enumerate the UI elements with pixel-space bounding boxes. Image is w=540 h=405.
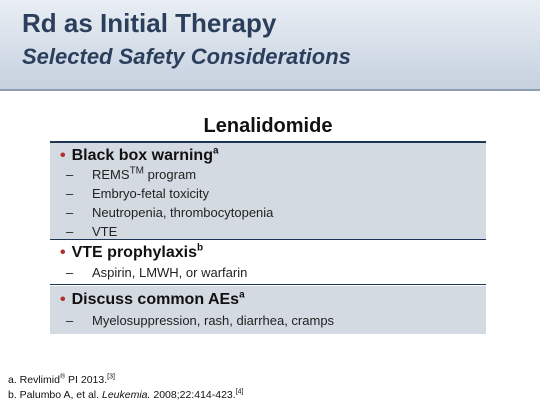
dash: – [66, 224, 74, 239]
bullet-dot: • [60, 291, 66, 308]
list-item: – Myelosuppression, rash, diarrhea, cramps [66, 313, 335, 328]
header-divider [0, 89, 540, 91]
footnote-marker: a [212, 145, 219, 157]
dash: – [66, 167, 74, 182]
slide-subtitle: Selected Safety Considerations [22, 44, 351, 69]
slide-title: Rd as Initial Therapy [22, 8, 277, 38]
section-divider [50, 284, 486, 285]
list-item: – Embryo-fetal toxicity [66, 186, 210, 201]
bullet-text: Discuss common AEs [71, 291, 240, 308]
bullet-vte-prophylaxis [60, 244, 203, 262]
dash: – [66, 265, 74, 280]
list-item: – Neutropenia, thrombocytopenia [66, 205, 274, 220]
bullet-dot: • [60, 244, 66, 261]
reference-number: [4] [235, 388, 244, 396]
list-item: – Aspirin, LMWH, or warfarin [66, 265, 248, 280]
section-black-box-warning [50, 143, 486, 239]
bullet-text: Black box warning [71, 147, 213, 164]
sub-list [66, 311, 334, 330]
sub-list [66, 165, 273, 241]
journal-name: Leukemia. [101, 389, 151, 401]
footnote-b: b. Palumbo A, et al. Leukemia. 2008;22:414-423.[4] [8, 388, 244, 401]
trademark-mark: TM [129, 165, 145, 177]
bullet-black-box-warning [60, 147, 219, 165]
column-heading: Lenalidomide [203, 115, 333, 137]
list-item: – REMS™ program [66, 165, 197, 182]
footnote-a: a. Revlimid® PI 2013.[3] [8, 373, 115, 386]
bullet-discuss-common-aes [60, 291, 245, 309]
dash: – [66, 205, 74, 220]
bullet-dot: • [60, 147, 66, 164]
sub-list [66, 263, 247, 282]
list-item: – VTE [66, 224, 118, 239]
bullet-text: VTE prophylaxis [71, 244, 197, 261]
footnote-marker: b [196, 242, 204, 254]
footnotes [8, 373, 243, 403]
registered-mark: ® [59, 373, 66, 381]
footnote-marker: a [239, 289, 245, 301]
section-vte-prophylaxis [50, 240, 486, 284]
reference-number: [3] [107, 373, 115, 381]
section-discuss-common-aes [50, 286, 486, 334]
dash: – [66, 313, 74, 328]
dash: – [66, 186, 74, 201]
